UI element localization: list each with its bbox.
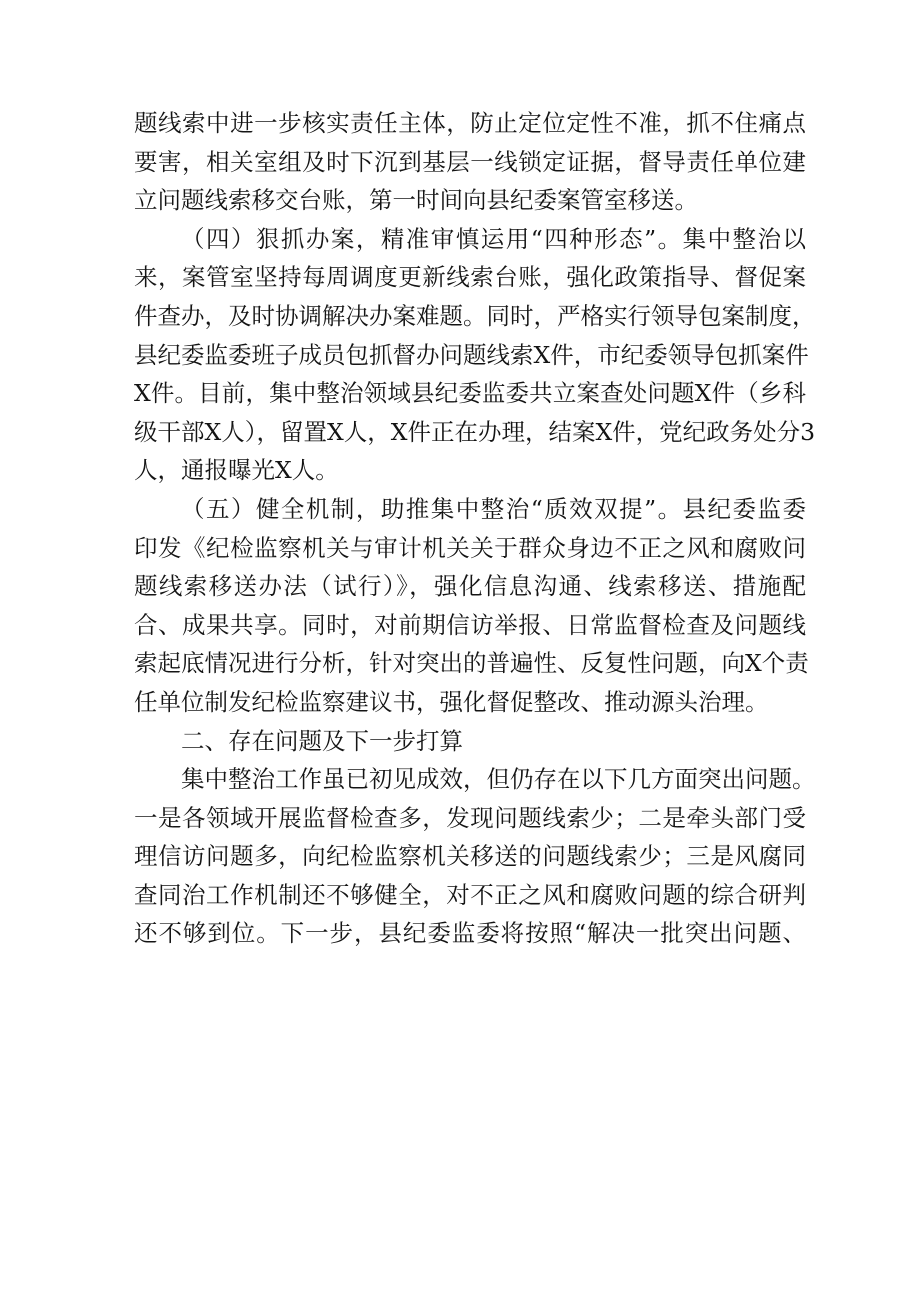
paragraph-line: 来，案管室坚持每周调度更新线索台账，强化政策指导、督促案: [134, 263, 806, 292]
paragraph-line: 级干部X人），留置X人，X件正在办理，结案X件，党纪政务处分3: [134, 417, 816, 446]
paragraph-line: 还不够到位。下一步，县纪委监委将按照“解决一批突出问题、: [134, 919, 806, 948]
paragraph-line: 件查办，及时协调解决办案难题。同时，严格实行领导包案制度，: [134, 301, 816, 330]
paragraph-line: 任单位制发纪检监察建议书，强化督促整改、推动源头治理。: [134, 687, 769, 716]
paragraph-line: 题线索移送办法（试行）》，强化信息沟通、线索移送、措施配: [134, 572, 806, 601]
section-heading-line: （四）狠抓办案，精准审慎运用“四种形态”。集中整治以: [181, 224, 806, 253]
document-body: [134, 104, 816, 953]
paragraph-line: 理信访问题多，向纪检监察机关移送的问题线索少；三是风腐同: [134, 842, 806, 871]
paragraph-line: 要害，相关室组及时下沉到基层一线锁定证据，督导责任单位建: [134, 147, 806, 176]
paragraph-line: 集中整治工作虽已初见成效，但仍存在以下几方面突出问题。: [181, 765, 816, 794]
paragraph-line: 人，通报曝光X人。: [134, 456, 339, 485]
paragraph-line: 题线索中进一步核实责任主体，防止定位定性不准，抓不住痛点: [134, 109, 806, 137]
paragraph-line: 索起底情况进行分析，针对突出的普遍性、反复性问题，向X个责: [134, 649, 809, 678]
paragraph-line: X件。目前，集中整治领域县纪委监委共立案查处问题X件（乡科: [134, 379, 806, 408]
paragraph-line: 查同治工作机制还不够健全，对不正之风和腐败问题的综合研判: [134, 880, 806, 909]
paragraph-line: 印发《纪检监察机关与审计机关关于群众身边不正之风和腐败问: [134, 533, 806, 562]
section-heading: 二、存在问题及下一步打算: [181, 726, 463, 755]
paragraph-line: 县纪委监委班子成员包抓督办问题线索X件，市纪委领导包抓案件: [134, 340, 809, 369]
paragraph-line: 一是各领域开展监督检查多，发现问题线索少；二是牵头部门受: [134, 803, 806, 832]
paragraph-line: 立问题线索移交台账，第一时间向县纪委案管室移送。: [134, 186, 698, 215]
paragraph-line: 合、成果共享。同时，对前期信访举报、日常监督检查及问题线: [134, 610, 806, 639]
section-heading-line: （五）健全机制，助推集中整治“质效双提”。县纪委监委: [181, 494, 806, 523]
